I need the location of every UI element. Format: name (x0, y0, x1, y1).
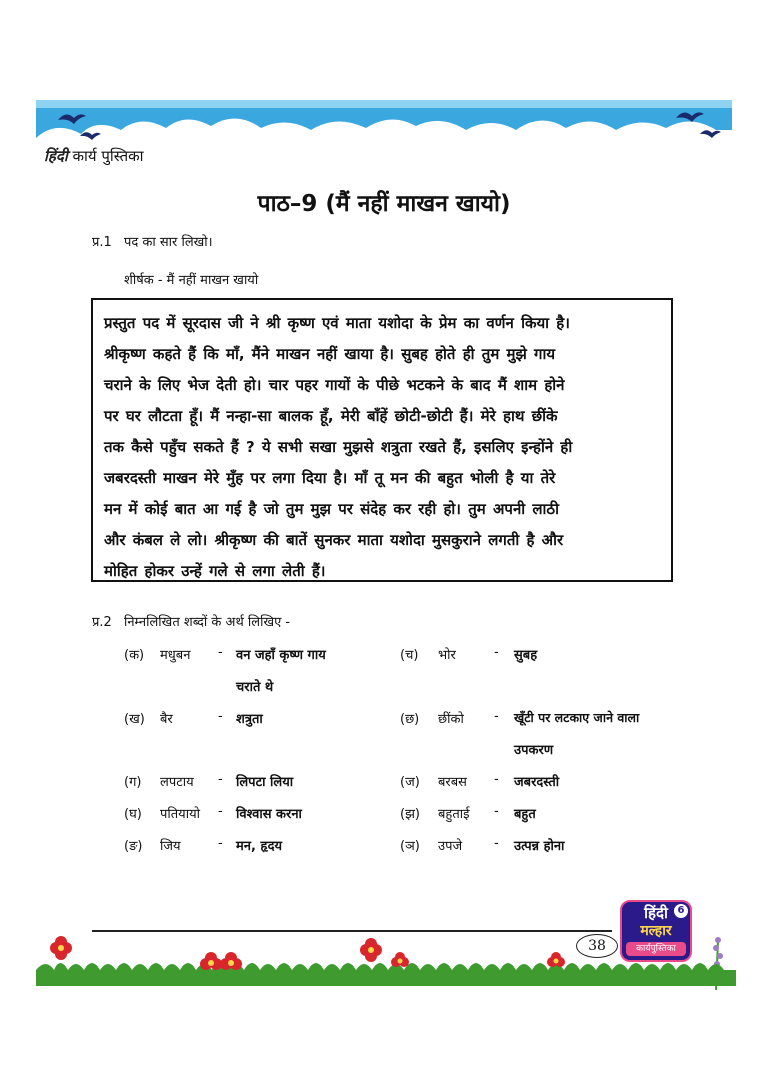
workbook-label-hindi: हिंदी (44, 147, 68, 165)
lesson-title: पाठ–9 (मैं नहीं माखन खायो) (257, 191, 511, 217)
red-flower-icon (200, 952, 242, 970)
vocab-dash: - (218, 709, 223, 724)
red-flower-icon (360, 938, 409, 967)
logo-hindi: हिंदी (644, 904, 668, 922)
vocab-label: (च) (400, 648, 419, 663)
summary-line: पर घर लौटता हूँ। मैं नन्हा-सा बालक हूँ, मेरी बाँहें छोटी-छोटी हैं। मेरे हाथ छींके (104, 407, 558, 425)
vocab-meaning: जबरदस्ती (514, 775, 560, 790)
summary-line: चराने के लिए भेज देती हो। चार पहर गायों के पीछे भटकने के बाद मैं शाम होने (104, 376, 565, 394)
vocab-word: बरबस (438, 775, 467, 790)
vocab-dash: - (218, 772, 223, 787)
vocab-meaning: बहुत (514, 807, 536, 822)
question-1-heading: शीर्षक - मैं नहीं माखन खायो (124, 273, 259, 288)
vocab-word: उपजे (438, 839, 463, 854)
vocab-label: (छ) (400, 712, 420, 727)
summary-line: जबरदस्ती माखन मेरे मुँह पर लगा दिया है। माँ तू मन की बहुत भोली है या तेरे (104, 469, 556, 487)
question-1 (92, 232, 213, 250)
vocab-dash: - (494, 804, 499, 819)
question-1-text: पद का सार लिखो। (123, 235, 213, 250)
workbook-label (44, 146, 144, 166)
summary-line: प्रस्तुत पद में सूरदास जी ने श्री कृष्ण एवं माता यशोदा के प्रेम का वर्णन किया है। (104, 314, 570, 332)
vocab-meaning-cont: चराते थे (236, 680, 274, 695)
vocab-dash: - (494, 645, 499, 660)
vocab-label: (ज) (400, 775, 420, 790)
vocab-meaning: खूँटी पर लटकाए जाने वाला (514, 710, 640, 725)
vocab-meaning: वन जहाँ कृष्ण गाय (236, 648, 326, 663)
vocab-label: (घ) (124, 807, 142, 822)
summary-line: श्रीकृष्ण कहते हैं कि माँ, मैंने माखन नहीं खाया है। सुबह होते ही तुम मुझे गाय (104, 345, 556, 363)
vocab-dash: - (218, 645, 223, 660)
vocab-word: पतियायो (160, 807, 200, 822)
vocab-word: छींको (438, 712, 464, 727)
summary-line: तक कैसे पहुँच सकते हैं ? ये सभी सखा मुझसे शत्रुता रखते हैं, इसलिए इन्होंने ही (104, 438, 573, 456)
logo-workbook: कार्यपुस्तिका (626, 942, 686, 956)
summary-line: मन में कोई बात आ गई है जो तुम मुझ पर संदेह कर रही हो। तुम अपनी लाठी (104, 500, 560, 518)
summary-box (91, 298, 673, 582)
vocab-word: जिय (160, 839, 181, 854)
logo-class-number: 6 (674, 904, 688, 918)
vocab-meaning: लिपटा लिया (236, 775, 294, 790)
summary-line: और कंबल ले लो। श्रीकृष्ण की बातें सुनकर माता यशोदा मुसकुराने लगती है और (104, 531, 564, 549)
book-logo (620, 900, 692, 962)
vocab-meaning: मन, हृदय (236, 839, 283, 854)
vocab-word: बैर (160, 712, 173, 727)
vocab-label: (ग) (124, 775, 142, 790)
vocab-dash: - (494, 836, 499, 851)
vocab-meaning: शत्रुता (236, 712, 263, 727)
vocab-label: (क) (124, 648, 145, 663)
vocab-word: भोर (438, 648, 456, 663)
footer-rule (92, 930, 612, 932)
vocab-word: बहुताई (438, 807, 470, 822)
vocab-meaning: उत्पन्न होना (514, 839, 565, 854)
page-number: 38 (576, 934, 618, 958)
vocab-meaning-cont: उपकरण (514, 743, 554, 758)
vocab-label: (ख) (124, 712, 145, 727)
vocab-meaning: विश्वास करना (236, 807, 302, 822)
question-2-number: प्र.2 (92, 615, 112, 630)
logo-malhar: मल्हार (640, 923, 672, 939)
red-flower-icon (50, 936, 72, 960)
vocab-word: मधुबन (160, 648, 191, 663)
vocab-dash: - (494, 709, 499, 724)
workbook-label-rest: कार्य पुस्तिका (72, 147, 144, 165)
question-1-number: प्र.1 (92, 235, 112, 250)
vocab-word: लपटाय (160, 775, 194, 790)
vocab-dash: - (218, 804, 223, 819)
vocab-label: (ञ) (400, 839, 420, 854)
vocab-label: (ङ) (124, 839, 143, 854)
red-flower-icon (547, 952, 565, 967)
question-2-text: निम्नलिखित शब्दों के अर्थ लिखिए - (123, 615, 291, 630)
vocab-label: (झ) (400, 807, 420, 822)
vocab-meaning: सुबह (514, 648, 538, 663)
question-2 (92, 612, 290, 630)
vocab-dash: - (218, 836, 223, 851)
vocab-dash: - (494, 772, 499, 787)
summary-line: मोहित होकर उन्हें गले से लगा लेती हैं। (104, 562, 326, 580)
